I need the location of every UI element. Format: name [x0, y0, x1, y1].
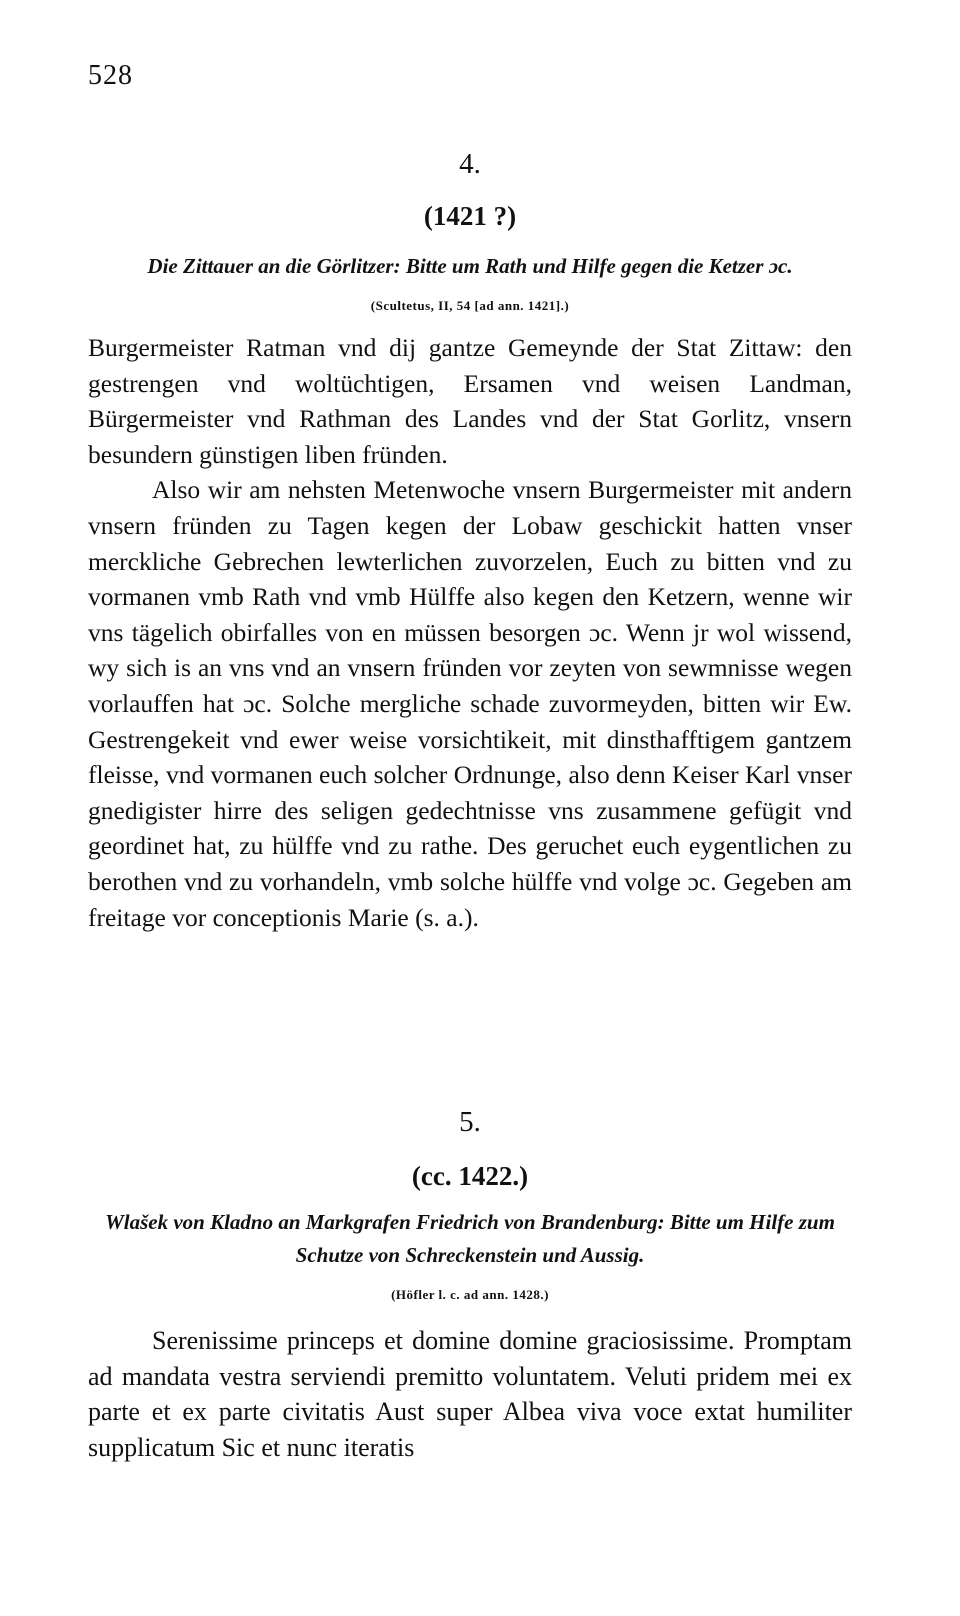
- document-date: (1421 ?): [423, 201, 517, 231]
- document-5: [88, 1108, 852, 1465]
- document-date: (cc. 1422.): [411, 1161, 529, 1191]
- document-summary: Wlašek von Kladno an Markgrafen Friedrich von Brandenburg: Bitte um Hilfe zum Schutze von Schreckenstein und Aussig.: [105, 1210, 835, 1267]
- document-source: (Scultetus, II, 54 [ad ann. 1421].): [370, 298, 570, 313]
- document-number: 5.: [459, 1106, 481, 1138]
- document-source: (Höfler l. c. ad ann. 1428.): [391, 1287, 549, 1302]
- document-4: [88, 150, 852, 935]
- document-summary: Die Zittauer an die Görlitzer: Bitte um Rath und Hilfe gegen die Ketzer ɔc.: [147, 254, 793, 278]
- document-paragraph: Burgermeister Ratman vnd dij gantze Gemeynde der Stat Zittaw: den gestrengen vnd woltüchtigen, Ersamen vnd weisen Landman, Bürgermeister vnd Rathman des Landes vnd der Stat Gorlitz, vnsern besundern günstigen liben fründen.: [88, 333, 852, 469]
- document-paragraph: Serenissime princeps et domine domine graciosissime. Promptam ad mandata vestra serviendi premitto voluntatem. Veluti pridem mei ex parte et ex parte civitatis Aust super Albea viva voce extat humiliter supplicatum Sic et nunc iteratis: [88, 1326, 852, 1462]
- document-number: 4.: [459, 148, 481, 180]
- page-number: 528: [88, 60, 133, 91]
- document-paragraph: Also wir am nehsten Metenwoche vnsern Burgermeister mit andern vnsern fründen zu Tagen kegen der Lobaw geschickit hatten vnser merckliche Gebrechen lewterlichen zuvorzelen, Euch zu bitten vnd zu vormanen vmb Rath vnd vmb Hülffe also kegen den Ketzern, wenne wir vns tägelich obirfalles von en müssen besorgen ɔc. Wenn jr wol wissend, wy sich is an vns vnd an vnsern fründen vor zeyten von sewmnisse wegen vorlauffen hat ɔc. Solche mergliche schade zuvormeyden, bitten wir Ew. Gestrengekeit vnd ewer weise vorsichtikeit, mit dinsthafftigem gantzem fleisse, vnd vormanen euch solcher Ordnunge, also denn Keiser Karl vnser gnedigister hirre des seligen gedechtnisse vns zusammene gefügit vnd geordinet hat, zu hülffe vnd zu rathe. Des geruchet euch eygentlichen zu berothen vnd zu vorhandeln, vmb solche hülffe vnd volge ɔc. Gegeben am freitage vor conceptionis Marie (s. a.).: [88, 475, 852, 932]
